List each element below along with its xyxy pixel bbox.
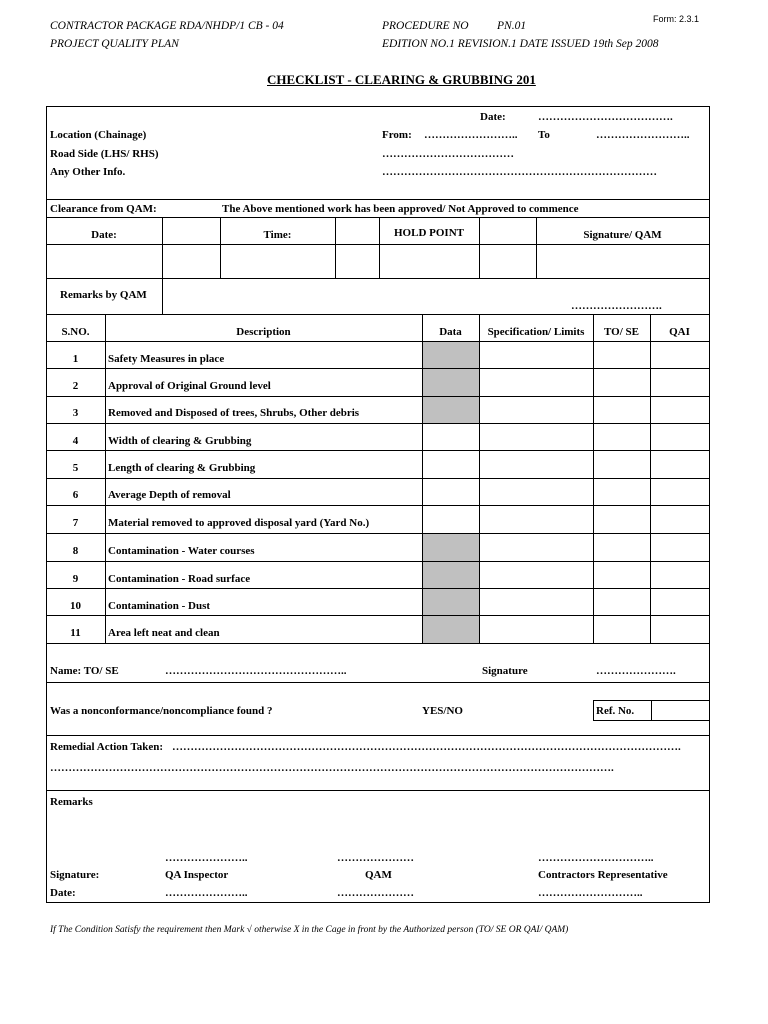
row-description: Approval of Original Ground level — [108, 380, 271, 392]
row-description: Contamination - Road surface — [108, 573, 251, 585]
header-data: Data — [439, 326, 462, 338]
from-label: From: — [382, 129, 412, 141]
row-number: 9 — [72, 573, 79, 585]
header-description: Description — [236, 326, 291, 338]
row-description: Area left neat and clean — [108, 627, 220, 639]
row-description: Contamination - Dust — [108, 600, 211, 612]
yes-no-option[interactable]: YES/NO — [422, 705, 463, 717]
edition-info: EDITION NO.1 REVISION.1 DATE ISSUED 19th Sep 2008 — [382, 38, 659, 50]
procedure-number: PN.01 — [497, 20, 527, 32]
signature-dots[interactable]: …………………. — [596, 665, 676, 677]
qam-sign-dots[interactable]: ………………… — [337, 852, 414, 864]
row-description: Contamination - Water courses — [108, 545, 255, 557]
date-dots[interactable]: ………………………………. — [538, 111, 673, 123]
remarks-qam-label: Remarks by QAM — [60, 289, 147, 301]
qam-date-dots[interactable]: ………………… — [337, 887, 414, 899]
clearance-label: Clearance from QAM: — [50, 203, 157, 215]
remedial-action-label: Remedial Action Taken: — [50, 741, 164, 753]
row-description: Width of clearing & Grubbing — [108, 435, 252, 447]
row-number: 5 — [72, 462, 79, 474]
hold-point-label: HOLD POINT — [394, 227, 464, 239]
remarks-qam-dots[interactable]: ……………………. — [571, 300, 662, 312]
row-number: 7 — [72, 517, 79, 529]
to-label: To — [538, 129, 550, 141]
row-number: 1 — [72, 353, 79, 365]
other-info-dots[interactable]: ………………………………………………………………… — [382, 166, 657, 178]
qa-inspector-date-dots[interactable]: ………………….. — [165, 887, 248, 899]
qa-inspector-sign-dots[interactable]: ………………….. — [165, 852, 248, 864]
row-number: 4 — [72, 435, 79, 447]
row-number: 10 — [70, 600, 81, 612]
date-label: Date: — [480, 111, 506, 123]
ref-no-cell[interactable] — [652, 701, 709, 720]
to-dots[interactable]: …………………….. — [596, 129, 690, 141]
header-specification: Specification/ Limits — [487, 326, 585, 338]
qa-inspector-label: QA Inspector — [165, 869, 229, 881]
row-number: 3 — [72, 407, 79, 419]
row-number: 8 — [72, 545, 79, 557]
row-description: Removed and Disposed of trees, Shrubs, Other debris — [108, 407, 360, 419]
name-to-se-dots[interactable]: ………………………………………….. — [165, 665, 347, 677]
clearance-date-cell[interactable] — [47, 245, 162, 278]
clearance-signature-cell[interactable] — [537, 245, 709, 278]
row-description: Average Depth of removal — [108, 489, 231, 501]
row-number: 6 — [72, 489, 79, 501]
clearance-time-label: Time: — [263, 229, 292, 241]
clearance-date-label: Date: — [91, 229, 117, 241]
remarks-label: Remarks — [50, 796, 93, 808]
other-info-label: Any Other Info. — [50, 166, 126, 178]
contractor-rep-label: Contractors Representative — [538, 869, 668, 881]
ref-no-label: Ref. No. — [596, 705, 635, 717]
qam-label: QAM — [365, 869, 392, 881]
road-side-dots[interactable]: ……………………………… — [382, 148, 514, 160]
location-label: Location (Chainage) — [50, 129, 147, 141]
header-sno: S.NO. — [61, 326, 90, 338]
page-title: CHECKLIST - CLEARING & GRUBBING 201 — [267, 72, 536, 87]
contractor-date-dots[interactable]: ……………………….. — [538, 887, 643, 899]
contractor-package: CONTRACTOR PACKAGE RDA/NHDP/1 CB - 04 — [50, 20, 284, 32]
nonconformance-question: Was a nonconformance/noncompliance found ? — [50, 705, 273, 717]
row-description: Safety Measures in place — [108, 353, 225, 365]
project-quality-plan: PROJECT QUALITY PLAN — [50, 38, 179, 50]
row-description: Length of clearing & Grubbing — [108, 462, 256, 474]
row-number: 11 — [70, 627, 81, 639]
header-qai: QAI — [669, 326, 690, 338]
name-to-se-label: Name: TO/ SE — [50, 665, 119, 677]
signature-row-label: Signature: — [50, 869, 100, 881]
header-to-se: TO/ SE — [604, 326, 639, 338]
signature-qam-label: Signature/ QAM — [583, 229, 662, 241]
footnote: If The Condition Satisfy the requirement then Mark √ otherwise X in the Cage in front by the Authorized person (TO/ SE OR QAI/ QAM) — [50, 925, 569, 935]
from-dots[interactable]: …………………….. — [424, 129, 518, 141]
date-row-label: Date: — [50, 887, 76, 899]
road-side-label: Road Side (LHS/ RHS) — [50, 148, 159, 160]
remedial-action-dots[interactable]: …………………………………………………………………………………………………………………………. — [172, 741, 681, 753]
clearance-statement: The Above mentioned work has been approved/ Not Approved to commence — [222, 203, 579, 215]
clearance-time-cell[interactable] — [221, 245, 335, 278]
procedure-label: PROCEDURE NO — [382, 20, 469, 32]
contractor-sign-dots[interactable]: ………………………….. — [538, 852, 654, 864]
form-number: Form: 2.3.1 — [653, 14, 700, 24]
row-description: Material removed to approved disposal yard (Yard No.) — [108, 517, 370, 529]
remedial-action-dots-2[interactable]: ………………………………………………………………………………………………………………………………………. — [50, 762, 614, 774]
row-number: 2 — [72, 380, 79, 392]
signature-label: Signature — [482, 665, 528, 677]
